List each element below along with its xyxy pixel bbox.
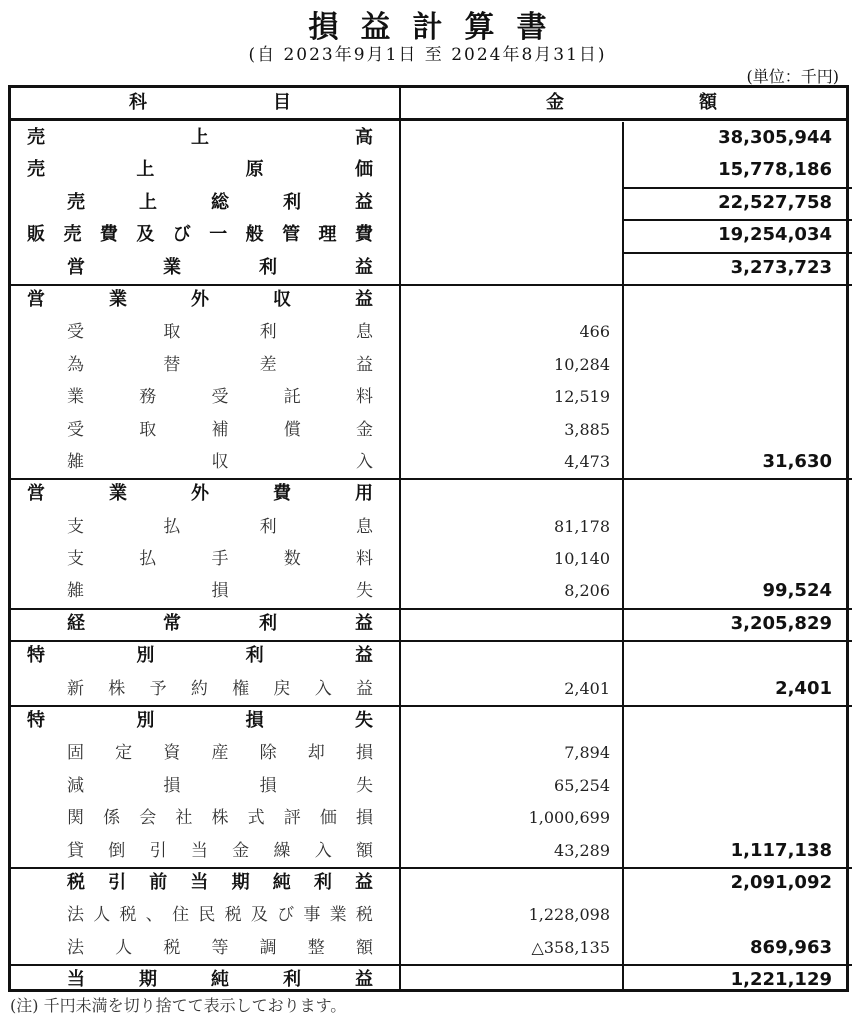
label-char: 営 <box>27 288 45 310</box>
account-label <box>67 252 373 284</box>
label-char: 上 <box>191 127 209 148</box>
label-char: 益 <box>355 288 373 310</box>
detail-amount <box>403 219 610 251</box>
label-char: 利 <box>259 322 277 343</box>
account-label <box>67 673 373 705</box>
account-label <box>67 802 373 834</box>
table-row <box>11 575 846 607</box>
detail-amount <box>403 154 610 186</box>
account-label <box>27 219 373 251</box>
rule-line <box>622 252 852 254</box>
label-char: 一 <box>209 224 228 246</box>
account-label <box>67 575 373 607</box>
label-char: び <box>172 224 191 246</box>
label-char: 益 <box>355 612 373 634</box>
label-char: 倒 <box>108 840 126 861</box>
label-char: 失 <box>355 775 373 796</box>
label-char: 用 <box>355 483 373 505</box>
total-amount: 31,630 <box>762 450 832 472</box>
label-char: 額 <box>355 840 373 861</box>
table-row <box>11 899 846 931</box>
label-char: 業 <box>109 483 127 505</box>
label-char: 当 <box>190 840 208 861</box>
label-char: 販 <box>27 224 45 246</box>
label-char: 費 <box>99 224 118 246</box>
label-char: 失 <box>354 710 373 732</box>
total-amount: 38,305,944 <box>718 127 832 148</box>
table-row <box>11 187 846 219</box>
label-char: 及 <box>250 905 268 926</box>
total-amount: 1,221,129 <box>730 969 832 991</box>
table-row <box>11 381 846 413</box>
label-char: 費 <box>354 224 373 246</box>
label-char: 取 <box>139 419 157 440</box>
label-char: 税 <box>224 905 242 926</box>
total-amount: 869,963 <box>750 936 832 958</box>
label-char: 業 <box>163 256 181 278</box>
label-char: 利 <box>259 612 277 634</box>
rule-line <box>11 867 852 869</box>
label-char: 除 <box>259 743 277 764</box>
label-char: 税 <box>67 871 85 893</box>
detail-amount <box>403 608 610 640</box>
label-char: 息 <box>355 322 373 343</box>
label-char: 法 <box>67 937 84 958</box>
label-char: 定 <box>115 743 133 764</box>
label-char: 関 <box>67 808 84 829</box>
label-char: 利 <box>259 516 277 537</box>
label-char: 戻 <box>273 678 291 699</box>
label-char: 産 <box>211 743 229 764</box>
label-char: 資 <box>163 743 181 764</box>
label-char: 税 <box>163 937 181 958</box>
label-char: 常 <box>163 612 181 634</box>
label-char: 益 <box>355 678 373 699</box>
label-char: 収 <box>211 451 229 472</box>
label-char: 固 <box>67 743 84 764</box>
detail-amount <box>403 705 610 737</box>
detail-amount <box>403 252 610 284</box>
account-label <box>67 867 373 899</box>
table-row <box>11 122 846 154</box>
label-char: 会 <box>139 808 157 829</box>
label-char: 民 <box>198 905 216 926</box>
table-row <box>11 414 846 446</box>
table-row <box>11 219 846 251</box>
table-row <box>11 154 846 186</box>
table-row <box>11 284 846 316</box>
label-char: 原 <box>245 159 264 181</box>
label-char: 人 <box>93 905 111 926</box>
total-amount: 15,778,186 <box>718 159 832 181</box>
label-char: 損 <box>163 775 181 796</box>
account-label <box>67 381 373 413</box>
label-char: 差 <box>259 354 277 375</box>
label-char: 社 <box>175 808 193 829</box>
table-row <box>11 835 846 867</box>
rule-line <box>11 478 852 480</box>
account-label <box>67 932 373 964</box>
table-row <box>11 446 846 478</box>
detail-amount: 1,000,699 <box>528 808 610 828</box>
label-char: 利 <box>259 256 277 278</box>
label-char: 別 <box>136 645 155 667</box>
label-char: 住 <box>172 905 190 926</box>
label-char: 予 <box>149 678 167 699</box>
label-char: び <box>277 905 295 926</box>
label-char: 益 <box>355 969 373 991</box>
total-amount: 1,117,138 <box>730 839 832 861</box>
label-char: 受 <box>67 322 84 343</box>
total-amount <box>626 414 832 446</box>
label-char: 整 <box>307 937 325 958</box>
rule-line <box>11 640 852 642</box>
label-char: 払 <box>139 549 157 570</box>
rule-line <box>11 608 852 610</box>
total-amount <box>626 640 832 672</box>
label-char: 総 <box>211 191 229 213</box>
table-row <box>11 867 846 899</box>
detail-amount: 1,228,098 <box>528 905 610 925</box>
account-label <box>27 705 373 737</box>
table-row <box>11 252 846 284</box>
label-char: 損 <box>245 710 264 732</box>
label-char: 息 <box>355 516 373 537</box>
label-char: 失 <box>356 581 373 602</box>
account-label <box>27 478 373 510</box>
account-label <box>67 316 373 348</box>
income-statement-table <box>8 85 849 992</box>
table-row <box>11 316 846 348</box>
label-char: 及 <box>136 224 155 246</box>
detail-amount <box>403 867 610 899</box>
label-char: 託 <box>283 387 301 408</box>
account-label <box>67 899 373 931</box>
account-label <box>67 770 373 802</box>
label-char: 利 <box>283 191 301 213</box>
total-amount: 19,254,034 <box>718 224 832 246</box>
label-char: 般 <box>245 224 264 246</box>
rule-line <box>11 284 852 286</box>
fiscal-period: (自 2023年9月1日 至 2024年8月31日) <box>248 45 607 65</box>
label-char: 費 <box>273 483 291 505</box>
total-amount: 2,401 <box>775 677 832 699</box>
account-label <box>67 737 373 769</box>
label-char: 入 <box>314 840 332 861</box>
total-amount <box>626 316 832 348</box>
label-char: 別 <box>136 710 155 732</box>
rule-line <box>11 964 852 966</box>
detail-amount: 10,284 <box>554 354 610 374</box>
header-account-char-2: 目 <box>273 92 291 113</box>
footnote: (注) 千円未満を切り捨てて表示しております。 <box>10 996 347 1015</box>
label-char: 期 <box>231 871 250 893</box>
label-char: 雑 <box>67 451 84 472</box>
label-char: 手 <box>211 549 229 570</box>
table-row <box>11 673 846 705</box>
label-char: 繰 <box>273 840 291 861</box>
detail-amount: 81,178 <box>554 516 610 536</box>
label-char: 払 <box>163 516 181 537</box>
detail-amount: 3,885 <box>564 419 610 439</box>
header-amount-char-1: 金 <box>546 92 564 113</box>
account-label <box>67 835 373 867</box>
table-header <box>11 88 846 118</box>
detail-amount <box>403 478 610 510</box>
header-account-char-1: 科 <box>129 92 147 113</box>
table-row <box>11 543 846 575</box>
header-divider <box>11 118 846 121</box>
detail-amount <box>403 964 610 996</box>
label-char: 価 <box>354 159 373 181</box>
label-char: 入 <box>314 678 332 699</box>
label-char: 務 <box>139 387 157 408</box>
label-char: 益 <box>355 256 373 278</box>
label-char: 貸 <box>67 840 84 861</box>
rule-line <box>622 187 852 189</box>
label-char: 引 <box>149 840 167 861</box>
label-char: 上 <box>139 191 157 213</box>
total-amount <box>626 802 832 834</box>
label-char: 補 <box>211 419 229 440</box>
label-char: 業 <box>329 905 347 926</box>
label-char: 益 <box>354 871 373 893</box>
label-char: 特 <box>27 710 45 732</box>
table-row <box>11 349 846 381</box>
table-row <box>11 640 846 672</box>
label-char: 収 <box>273 288 291 310</box>
rule-line <box>11 705 852 707</box>
account-label <box>67 608 373 640</box>
table-row <box>11 478 846 510</box>
account-label <box>67 543 373 575</box>
table-row <box>11 770 846 802</box>
label-char: 新 <box>67 678 84 699</box>
label-char: 約 <box>190 678 208 699</box>
total-amount <box>626 511 832 543</box>
total-amount: 22,527,758 <box>718 191 832 213</box>
label-char: 等 <box>211 937 229 958</box>
total-amount <box>626 737 832 769</box>
label-char: 償 <box>283 419 301 440</box>
label-char: 替 <box>163 354 181 375</box>
label-char: 外 <box>191 288 209 310</box>
label-char: 却 <box>307 743 325 764</box>
label-char: 金 <box>232 840 250 861</box>
label-char: 評 <box>283 808 301 829</box>
account-label <box>27 640 373 672</box>
total-amount: 3,205,829 <box>730 612 832 634</box>
label-char: 株 <box>108 678 126 699</box>
label-char: 利 <box>283 969 301 991</box>
account-label <box>67 964 373 996</box>
label-char: 税 <box>355 905 373 926</box>
table-row <box>11 705 846 737</box>
label-char: 権 <box>232 678 250 699</box>
label-char: 業 <box>67 387 84 408</box>
account-label <box>27 122 373 154</box>
label-char: 損 <box>259 775 277 796</box>
label-char: 経 <box>67 612 85 634</box>
label-char: 管 <box>282 224 301 246</box>
label-char: 売 <box>27 159 45 181</box>
total-amount <box>626 478 832 510</box>
label-char: 株 <box>211 808 229 829</box>
label-char: 取 <box>163 322 181 343</box>
label-char: 利 <box>245 645 264 667</box>
label-char: 引 <box>108 871 127 893</box>
account-label <box>27 154 373 186</box>
label-char: 理 <box>318 224 337 246</box>
label-char: 人 <box>115 937 133 958</box>
label-char: 当 <box>67 969 85 991</box>
detail-amount: 8,206 <box>564 581 610 601</box>
detail-amount: 12,519 <box>554 387 610 407</box>
table-row <box>11 608 846 640</box>
detail-amount <box>403 187 610 219</box>
detail-amount: 43,289 <box>554 840 610 860</box>
label-char: 損 <box>355 743 373 764</box>
label-char: 営 <box>27 483 45 505</box>
label-char: 益 <box>355 354 373 375</box>
table-row <box>11 737 846 769</box>
label-char: 損 <box>211 581 229 602</box>
total-amount: 2,091,092 <box>730 871 832 893</box>
label-char: 業 <box>109 288 127 310</box>
account-label <box>67 187 373 219</box>
label-char: 式 <box>247 808 265 829</box>
total-amount <box>626 770 832 802</box>
detail-amount: 4,473 <box>564 451 610 471</box>
label-char: 係 <box>103 808 121 829</box>
label-char: 料 <box>356 549 373 570</box>
label-char: 特 <box>27 645 45 667</box>
table-row <box>11 932 846 964</box>
document-title: 損益計算書 <box>308 10 569 45</box>
label-char: 価 <box>319 808 337 829</box>
label-char: 当 <box>190 871 209 893</box>
label-char: 金 <box>356 419 373 440</box>
total-amount <box>626 381 832 413</box>
label-char: 営 <box>67 256 85 278</box>
label-char: 高 <box>355 127 373 148</box>
table-row <box>11 964 846 996</box>
label-char: 法 <box>67 905 84 926</box>
detail-amount <box>403 284 610 316</box>
label-char: 為 <box>67 354 84 375</box>
header-amount-char-2: 額 <box>699 92 717 113</box>
label-char: 支 <box>67 549 84 570</box>
total-amount <box>626 349 832 381</box>
label-char: 上 <box>136 159 155 181</box>
total-amount <box>626 899 832 931</box>
label-char: 売 <box>67 191 85 213</box>
detail-amount: △358,135 <box>531 937 610 957</box>
label-char: 減 <box>67 775 84 796</box>
detail-amount: 7,894 <box>564 743 610 763</box>
label-char: 、 <box>145 905 163 926</box>
account-label <box>67 349 373 381</box>
label-char: 売 <box>63 224 82 246</box>
total-amount: 3,273,723 <box>730 256 832 278</box>
rule-line <box>622 219 852 221</box>
label-char: 純 <box>272 871 291 893</box>
total-amount: 99,524 <box>762 580 832 602</box>
label-char: 料 <box>356 387 373 408</box>
label-char: 受 <box>67 419 84 440</box>
table-row <box>11 511 846 543</box>
label-char: 純 <box>211 969 229 991</box>
label-char: 数 <box>283 549 301 570</box>
total-amount <box>626 284 832 316</box>
detail-amount <box>403 122 610 154</box>
label-char: 事 <box>303 905 321 926</box>
detail-amount <box>403 640 610 672</box>
detail-amount: 2,401 <box>564 678 610 698</box>
label-char: 外 <box>191 483 209 505</box>
label-char: 損 <box>356 808 373 829</box>
label-char: 期 <box>139 969 157 991</box>
label-char: 前 <box>149 871 168 893</box>
label-char: 利 <box>313 871 332 893</box>
detail-amount: 466 <box>579 322 610 342</box>
total-amount <box>626 705 832 737</box>
label-char: 益 <box>355 191 373 213</box>
detail-amount: 10,140 <box>554 549 610 569</box>
label-char: 雑 <box>67 581 84 602</box>
label-char: 益 <box>354 645 373 667</box>
detail-amount: 65,254 <box>554 775 610 795</box>
table-row <box>11 802 846 834</box>
account-label <box>67 414 373 446</box>
account-label <box>67 446 373 478</box>
label-char: 税 <box>119 905 137 926</box>
label-char: 売 <box>27 127 45 148</box>
label-char: 支 <box>67 516 84 537</box>
label-char: 入 <box>356 451 373 472</box>
label-char: 額 <box>355 937 373 958</box>
label-char: 受 <box>211 387 229 408</box>
label-char: 調 <box>259 937 277 958</box>
account-label <box>67 511 373 543</box>
account-label <box>27 284 373 316</box>
unit-label: (単位：千円) <box>746 67 839 86</box>
total-amount <box>626 543 832 575</box>
